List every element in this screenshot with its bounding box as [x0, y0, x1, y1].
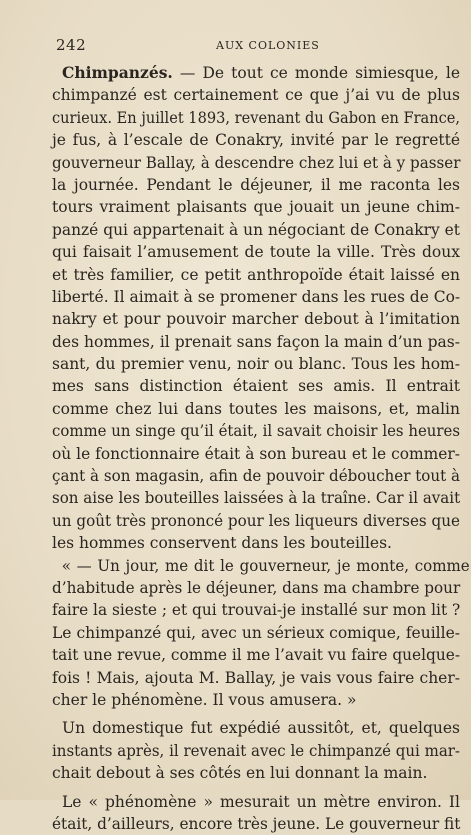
text-line: chait debout à ses côtés en lui donnant la main. [52, 764, 428, 783]
text-line: curieux. En juillet 1893, revenant du Gabon en France, [52, 108, 461, 127]
text-line: où le fonctionnaire était à son bureau et le commer- [52, 444, 460, 463]
text-line: chimpanzé est certainement ce que j’ai vu de plus [52, 86, 460, 105]
text-line: Le chimpanzé qui, avec un sérieux comique, feuille- [52, 623, 460, 642]
section-heading: Chimpanzés. [62, 63, 173, 82]
text-line: sant, du premier venu, noir ou blanc. Tous les hom- [52, 355, 460, 374]
text-line: Chimpanzés. — De tout ce monde simiesque, le [62, 63, 460, 82]
text-line: fois ! Mais, ajouta M. Ballay, je vais vous faire cher- [52, 668, 460, 687]
page-header [56, 36, 456, 56]
body-text [52, 62, 470, 835]
text-line: son aise les bouteilles laissées à la traîne. Car il avait [52, 489, 461, 508]
text-line: instants après, il revenait avec le chimpanzé qui mar- [52, 741, 460, 760]
text-line: tait une revue, comme il me l’avait vu faire quelque- [52, 646, 461, 665]
text-line: Le « phénomène » mesurait un mètre environ. Il [62, 792, 460, 811]
text-line: comme chez lui dans toutes les maisons, et, malin [52, 399, 460, 418]
text-line: panzé qui appartenait à un négociant de Conakry et [52, 220, 460, 239]
text-line: cher le phénomène. Il vous amusera. » [52, 690, 357, 709]
text-line: Un domestique fut expédié aussitôt, et, quelques [62, 719, 460, 738]
text-line: les hommes conservent dans les bouteilles. [52, 534, 392, 553]
text-line: faire la sieste ; et qui trouvai-je installé sur mon lit ? [52, 601, 461, 620]
running-head: AUX COLONIES [216, 39, 320, 52]
text-line: liberté. Il aimait à se promener dans les rues de Co- [52, 287, 461, 306]
text-line: un goût très prononcé pour les liqueurs diverses que [52, 511, 460, 530]
text-line: mes sans distinction étaient ses amis. Il entrait [52, 377, 460, 396]
text-line: d’habitude après le déjeuner, dans ma chambre pour [52, 578, 461, 597]
text-line: des hommes, il prenait sans façon la main d’un pas- [52, 332, 460, 351]
text-line: « — Un jour, me dit le gouverneur, je monte, comme [61, 556, 470, 575]
page-number: 242 [56, 36, 87, 54]
text-line: nakry et pour pouvoir marcher debout à l’imitation [52, 310, 460, 329]
text-line: et très familier, ce petit anthropoïde était laissé en [52, 265, 460, 284]
text-line: tours vraiment plaisants que jouait un jeune chim- [52, 198, 460, 217]
text-line: çant à son magasin, afin de pouvoir déboucher tout à [52, 467, 460, 486]
text-line: qui faisait l’amusement de toute la ville. Très doux [52, 243, 460, 262]
text-line: était, d’ailleurs, encore très jeune. Le gouverneur fit [52, 814, 461, 833]
text-line: je fus, à l’escale de Conakry, invité par le regretté [52, 131, 460, 150]
text-line: comme un singe qu’il était, il savait choisir les heures [52, 422, 461, 441]
text-line: la journée. Pendant le déjeuner, il me raconta les [52, 175, 460, 194]
text-line: gouverneur Ballay, à descendre chez lui et à y passer [52, 153, 461, 172]
